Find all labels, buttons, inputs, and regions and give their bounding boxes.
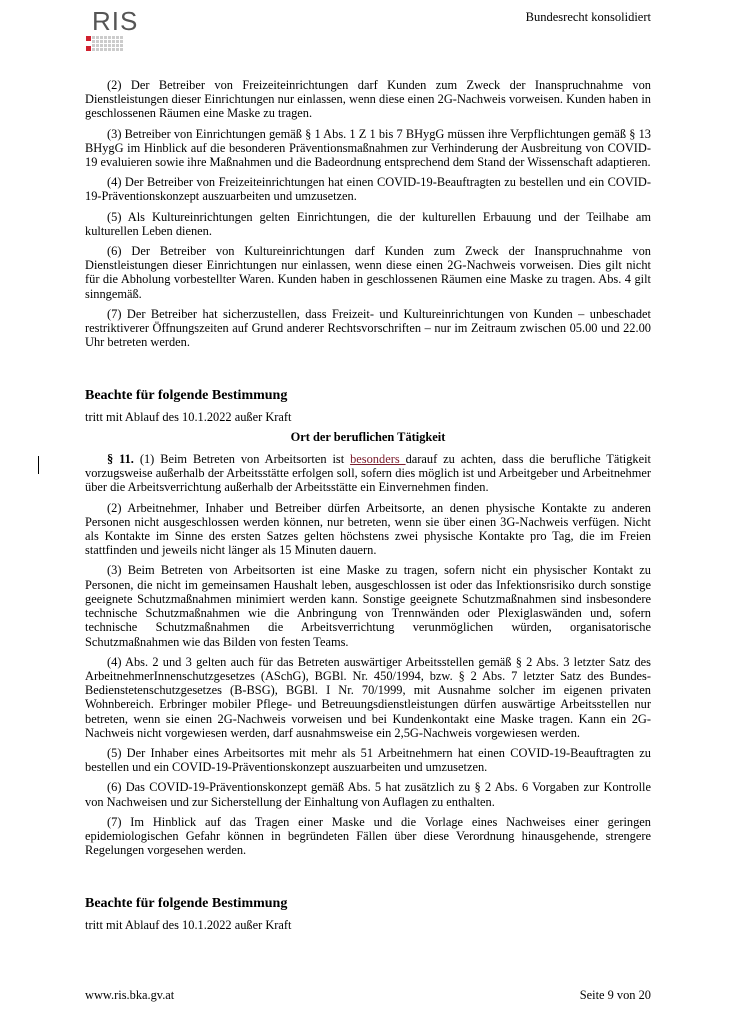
page-number: Seite 9 von 20: [579, 988, 651, 1002]
text-cursor: [38, 456, 39, 474]
section-11-paragraph-2: (2) Arbeitnehmer, Inhaber und Betreiber dürfen Arbeitsorte, an denen physische Kontakte zu anderen Personen nicht ausgeschlossen werden können, nur betreten, wenn sie über einen 3G-Nachweis verfügen. Nicht als Kontakte im Sinne des ersten Satzes gelten höchstens zwei physische Kontakte pro Tag, die im Freien stattfinden und jeweils nicht länger als 15 Minuten dauern.: [85, 500, 651, 558]
paragraph-3: (3) Betreiber von Einrichtungen gemäß § 1 Abs. 1 Z 1 bis 7 BHygG müssen ihre Verpflichtungen gemäß § 13 BHygG im Hinblick auf die besonderen Präventionsmaßnahmen zur Verhinderung der Ausbreitung von COVID-19 evaluieren sowie ihre Maßnahmen und die Badeordnung entsprechend dem Stand der Wissenschaft adaptieren.: [85, 126, 651, 170]
besonders-link[interactable]: besonders: [350, 452, 406, 467]
note-title: Beachte für folgende Bestimmung: [85, 388, 288, 404]
paragraph-6: (6) Der Betreiber von Kultureinrichtungen darf Kunden zum Zweck der Inanspruchnahme von Dienstleistungen dieser Einrichtungen nur einlassen, wenn diese einen 2G-Nachweis vorweisen. Dies gilt nicht für die Abholung vorbestellter Waren. Kunden haben in geschlossenen Räumen eine Maske zu tragen. Abs. 4 gilt sinngemäß.: [85, 244, 651, 301]
header-right-text: Bundesrecht konsolidiert: [525, 10, 651, 24]
logo-text: RIS: [92, 6, 139, 36]
s11-pre: (1) Beim Betreten von Arbeitsorten ist: [133, 452, 351, 467]
section-11-paragraph-4: (4) Abs. 2 und 3 gelten auch für das Betreten auswärtiger Arbeitsstellen gemäß § 2 Abs. 3 letzter Satz des ArbeitnehmerInnenschutzgesetzes (ASchG), BGBl. Nr. 450/1994, bzw. § 2 Abs. 7 letzter Satz des Bundes-Bedienstetenschutzgesetzes (B-BSG), BGBl. I Nr. 70/1999, mit Ausnahme solcher im eigenen privaten Wohnbereich. Erbringer mobiler Pflege- und Betreuungsdienstleistungen dürfen auswärtige Arbeitsstellen nur betreten, wenn sie einen 2G-Nachweis vorweisen und bei Kundenkontakt eine Maske tragen. Kann ein 2G-Nachweis nicht vorgewiesen werden, darf ausnahmsweise ein 2,5G-Nachweis vorgewiesen werden.: [85, 654, 651, 740]
section-label: § 11.: [107, 452, 134, 467]
section-11-paragraph-1: [85, 452, 651, 495]
s11-post: darauf zu achten, dass die berufliche Tätigkeit vorzugsweise außerhalb der Arbeitsstätte erfolgen soll, sofern dies möglich ist und Arbeitgeber und Arbeitnehmer über die Arbeitsverrichtung außerhalb der Arbeitsstätte ein Einvernehmen finden.: [85, 452, 651, 495]
section-11-paragraph-7: (7) Im Hinblick auf das Tragen einer Maske und die Vorlage eines Nachweises einer geringen epidemiologischen Gefahr können in begründeten Fällen über diese Verordnung hinausgehende, strengere Regelungen vorgesehen werden.: [85, 814, 651, 858]
note-subtitle-2: tritt mit Ablauf des 10.1.2022 außer Kraft: [85, 917, 292, 932]
note-subtitle: tritt mit Ablauf des 10.1.2022 außer Kraft: [85, 409, 292, 424]
ris-logo: [86, 6, 146, 52]
paragraph-4: (4) Der Betreiber von Freizeiteinrichtungen hat einen COVID-19-Beauftragten zu bestellen und ein COVID-19-Präventionskonzept auszuarbeiten und umzusetzen.: [85, 175, 651, 204]
section-title: Ort der beruflichen Tätigkeit: [290, 429, 446, 444]
document-body: [85, 78, 651, 938]
logo-grid-icon: [86, 36, 134, 52]
footer-url[interactable]: www.ris.bka.gv.at: [85, 988, 175, 1002]
section-11-paragraph-3: (3) Beim Betreten von Arbeitsorten ist eine Maske zu tragen, sofern nicht ein physischer Kontakt zu Personen, die nicht im gemeinsamen Haushalt leben, ausgeschlossen ist oder das Infektionsrisiko durch sonstige geeignete Schutzmaßnahmen minimiert werden kann. Sonstige geeignete Schutzmaßnahmen sind insbesondere technische Schutzmaßnahmen wie die Anbringung von Trennwänden oder Plexiglaswänden und, sofern technische Schutzmaßnahmen die Arbeitsverrichtung verunmöglichen würden, organisatorische Schutzmaßnahmen wie das Bilden von festen Teams.: [85, 563, 651, 649]
section-11-paragraph-6: (6) Das COVID-19-Präventionskonzept gemäß Abs. 5 hat zusätzlich zu § 2 Abs. 6 Vorgaben zur Kontrolle von Nachweisen und zur Sicherstellung der Einhaltung von Auflagen zu enthalten.: [85, 780, 651, 809]
section-11-paragraph-5: (5) Der Inhaber eines Arbeitsortes mit mehr als 51 Arbeitnehmern hat einen COVID-19-Beauftragten zu bestellen und ein COVID-19-Präventionskonzept auszuarbeiten und umzusetzen.: [85, 745, 651, 775]
paragraph-2: (2) Der Betreiber von Freizeiteinrichtungen darf Kunden zum Zweck der Inanspruchnahme von Dienstleistungen dieser Einrichtungen nur einlassen, wenn diese einen 2G-Nachweis vorweisen. Kunden haben in geschlossenen Räumen eine Maske zu tragen.: [85, 78, 651, 121]
paragraph-5: (5) Als Kultureinrichtungen gelten Einrichtungen, die der kulturellen Erbauung und der Teilhabe am kulturellen Leben dienen.: [85, 209, 651, 238]
note-title-2: Beachte für folgende Bestimmung: [85, 896, 288, 912]
paragraph-7: (7) Der Betreiber hat sicherzustellen, dass Freizeit- und Kultureinrichtungen von Kunden – unbeschadet restriktiverer Öffnungszeiten auf Grund anderer Rechtsvorschriften – nur im Zeitraum zwischen 05.00 und 22.00 Uhr betreten werden.: [85, 306, 651, 350]
